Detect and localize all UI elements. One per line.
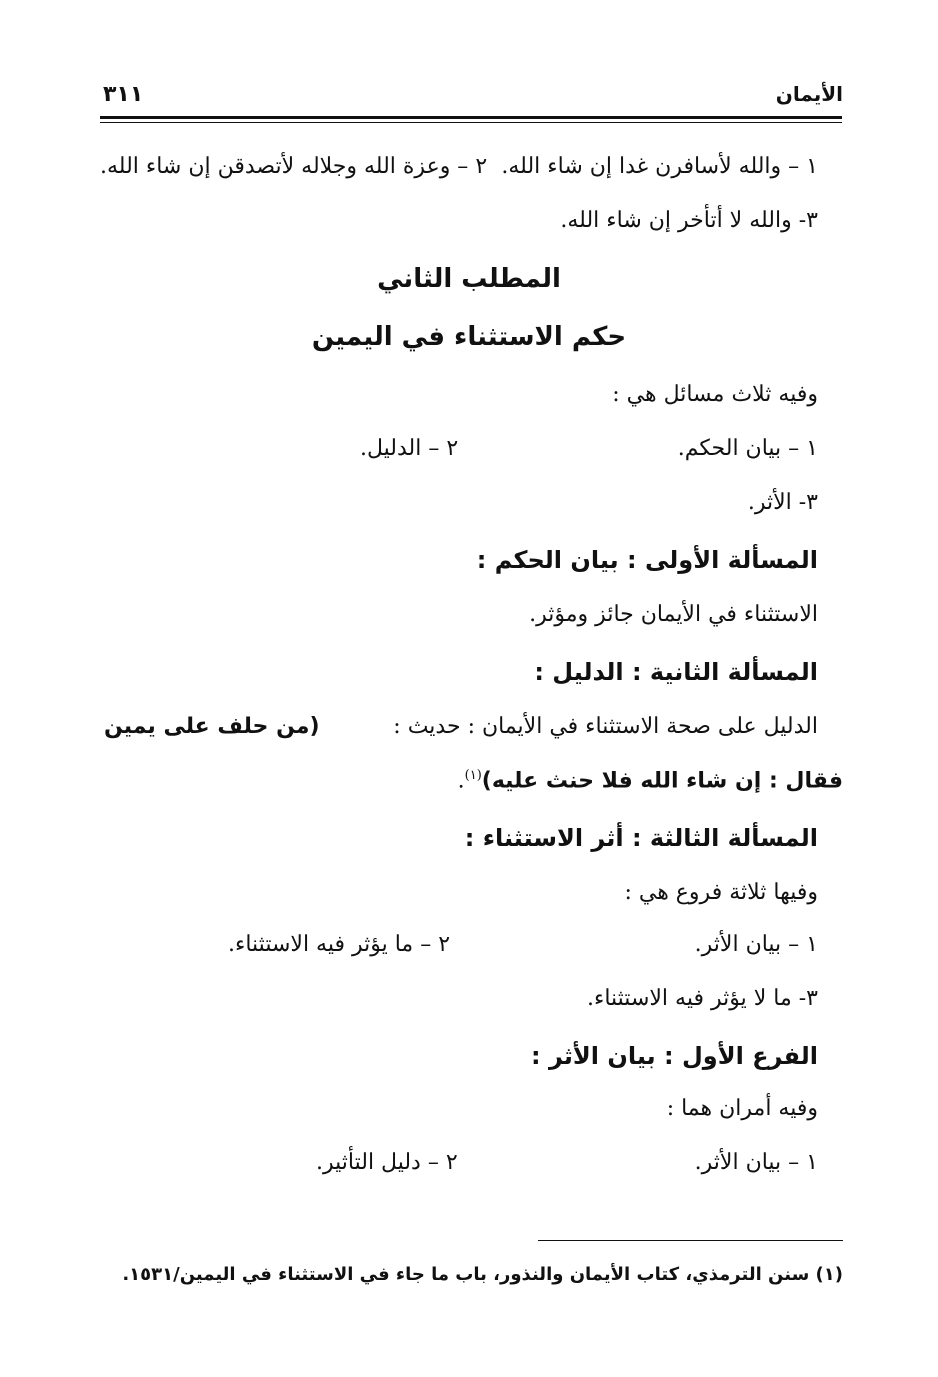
example-1: ١ – والله لأسافرن غدا إن شاء الله.: [501, 154, 818, 179]
footnote-ref: (١): [464, 768, 482, 783]
branch-1-item-2: ٢ – دليل التأثير.: [316, 1150, 458, 1175]
example-2: ٢ – وعزة الله وجلاله لأتصدقن إن شاء الله.: [100, 154, 488, 179]
issue-3-item-2: ٢ – ما يؤثر فيه الاستثناء.: [228, 932, 451, 957]
section-title: المطلب الثاني: [377, 264, 561, 294]
issue-2-text-start: الدليل على صحة الاستثناء في الأيمان : حديث :: [393, 714, 818, 739]
issue-1-text: الاستثناء في الأيمان جائز ومؤثر.: [529, 602, 818, 627]
branch-1-lead: وفيه أمران هما :: [666, 1096, 818, 1121]
sentence-end: .: [457, 768, 465, 794]
hadith-quote-line-2: فقال : إن شاء الله فلا حنث عليه): [481, 768, 843, 794]
issue-3-heading: المسألة الثالثة : أثر الاستثناء :: [464, 824, 818, 852]
branch-1-item-1: ١ – بيان الأثر.: [694, 1150, 818, 1175]
intro-item-3: ٣- الأثر.: [747, 490, 818, 515]
issue-3-item-1: ١ – بيان الأثر.: [694, 932, 818, 957]
example-3: ٣- والله لا أتأخر إن شاء الله.: [560, 208, 818, 233]
hadith-quote-line-2-wrap: [458, 768, 843, 793]
footnote-text: (١) سنن الترمذي، كتاب الأيمان والنذور، باب ما جاء في الاستثناء في اليمين/١٥٣١.: [122, 1264, 843, 1285]
issue-2-heading: المسألة الثانية : الدليل :: [534, 658, 818, 686]
footnote-rule: [538, 1240, 843, 1241]
intro-lead: وفيه ثلاث مسائل هي :: [612, 382, 818, 407]
header-rule-thick: [100, 116, 842, 119]
issue-3-lead: وفيها ثلاثة فروع هي :: [624, 880, 818, 905]
hadith-quote-line-1: (من حلف على يمين: [104, 714, 320, 739]
branch-1-heading: الفرع الأول : بيان الأثر :: [531, 1042, 818, 1070]
issue-3-item-3: ٣- ما لا يؤثر فيه الاستثناء.: [586, 986, 818, 1011]
issue-1-heading: المسألة الأولى : بيان الحكم :: [476, 546, 818, 574]
section-subtitle: حكم الاستثناء في اليمين: [311, 322, 627, 352]
intro-item-2: ٢ – الدليل.: [360, 436, 459, 461]
running-header-title: الأيمان: [775, 82, 843, 106]
header-rule-thin: [100, 122, 842, 123]
intro-item-1: ١ – بيان الحكم.: [677, 436, 818, 461]
page-number: ٣١١: [103, 82, 144, 107]
